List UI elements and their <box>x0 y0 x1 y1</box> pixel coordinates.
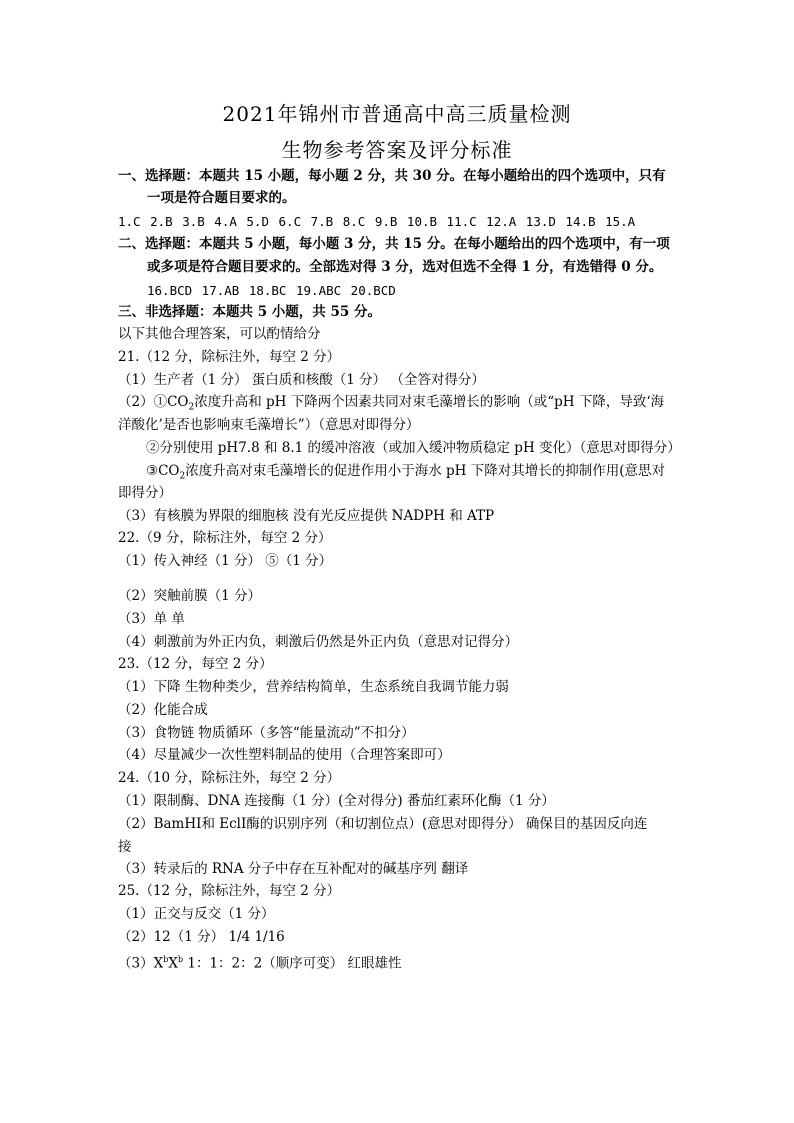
q23-heading: 23.（12 分，每空 2 分） <box>118 656 273 672</box>
q22-part3: （3）单 单 <box>118 611 185 627</box>
section3-note: 以下其他合理答案，可以酌情给分 <box>118 326 321 342</box>
document-subtitle: 生物参考答案及评分标准 <box>281 138 513 162</box>
section2-heading: 二、选择题：本题共 5 小题，每小题 3 分，共 15 分。在每小题给出的四个选项中，有一项 <box>118 236 670 252</box>
section3-heading: 三、非选择题：本题共 5 小题，共 55 分。 <box>118 304 381 320</box>
q24-part2-line1: （2）BamHⅠ和 EclⅠ酶的识别序列（和切割位点）(意思对即得分） 确保目的基因反向连 <box>118 816 648 832</box>
section1-answers: 1.C 2.B 3.B 4.A 5.D 6.C 7.B 8.C 9.B 10.B 11.C 12.A 13.D 14.B 15.A <box>118 214 636 229</box>
q21-part2-line4: $③CO_2$浓度升高对束毛藻增长的促进作用小于海水 pH 下降对其增长的抑制作用(意思对 <box>146 463 665 482</box>
section1-heading-cont: 一项是符合题目要求的。 <box>147 190 296 206</box>
q24-heading: 24.（10 分，除标注外，每空 2 分） <box>118 770 341 786</box>
section2-answers: 16.BCD 17.AB 18.BC 19.ABC 20.BCD <box>147 283 396 298</box>
q25-part2: （2）12（1 分） 1/4 1/16 <box>118 929 285 945</box>
document-title: 2021年锦州市普通高中高三质量检测 <box>222 102 572 126</box>
section2-heading-cont: 或多项是符合题目要求的。全部选对得 3 分，选对但选不全得 1 分，有选错得 0 分。 <box>147 259 663 275</box>
q22-part4: （4）刺激前为外正内负，刺激后仍然是外正内负（意思对记得分） <box>118 634 519 650</box>
q25-part3: $(3)X^bX^b$ 1：1：2：2（顺序可变） 红眼雄性 <box>118 955 402 972</box>
q24-part3: （3）转录后的 RNA 分子中存在互补配对的碱基序列 翻译 <box>118 861 469 877</box>
q21-part2-line2: 洋酸化’是否也影响束毛藻增长”）（意思对即得分） <box>118 417 420 433</box>
q22-part2: （2）突触前膜（1 分） <box>118 588 261 604</box>
q23-part3: （3）食物链 物质循环（多答“能量流动”不扣分） <box>118 725 415 741</box>
q23-part1: （1）下降 生物种类少，营养结构简单，生态系统自我调节能力弱 <box>118 679 509 695</box>
q23-part4: （4）尽量减少一次性塑料制品的使用（合理答案即可） <box>118 747 451 763</box>
q21-part2-line1: $(2)①CO_2$浓度升高和 pH 下降两个因素共同对束毛藻增长的影响（或“pH 下降，导致‘海 <box>118 394 665 413</box>
section1-heading: 一、选择题：本题共 15 小题，每小题 2 分，共 30 分。在每小题给出的四个选项中，只有 <box>118 168 666 184</box>
q22-heading: 22.（9 分，除标注外，每空 2 分） <box>118 530 332 546</box>
q21-part2-line5: 即得分） <box>118 485 172 501</box>
q21-part3: （3）有核膜为界限的细胞核 没有光反应提供 NADPH 和 ATP <box>118 508 495 524</box>
q25-heading: 25.（12 分，除标注外，每空 2 分） <box>118 883 341 899</box>
q21-part2-line3: ②分别使用 pH7.8 和 8.1 的缓冲溶液（或加入缓冲物质稳定 pH 变化）（意思对即得分） <box>146 440 681 456</box>
q25-part1: （1）正交与反交（1 分） <box>118 906 275 922</box>
q24-part1: （1）限制酶、DNA 连接酶（1 分）(全对得分) 番茄红素环化酶（1 分） <box>118 793 555 809</box>
q21-part1: （1）生产者（1 分） 蛋白质和核酸（1 分） （全答对得分） <box>118 372 485 388</box>
q22-part1: （1）传入神经（1 分） ⑤（1 分） <box>118 553 333 569</box>
q24-part2-line2: 接 <box>118 839 132 855</box>
q21-heading: 21.（12 分，除标注外，每空 2 分） <box>118 349 341 365</box>
q23-part2: （2）化能合成 <box>118 702 208 718</box>
